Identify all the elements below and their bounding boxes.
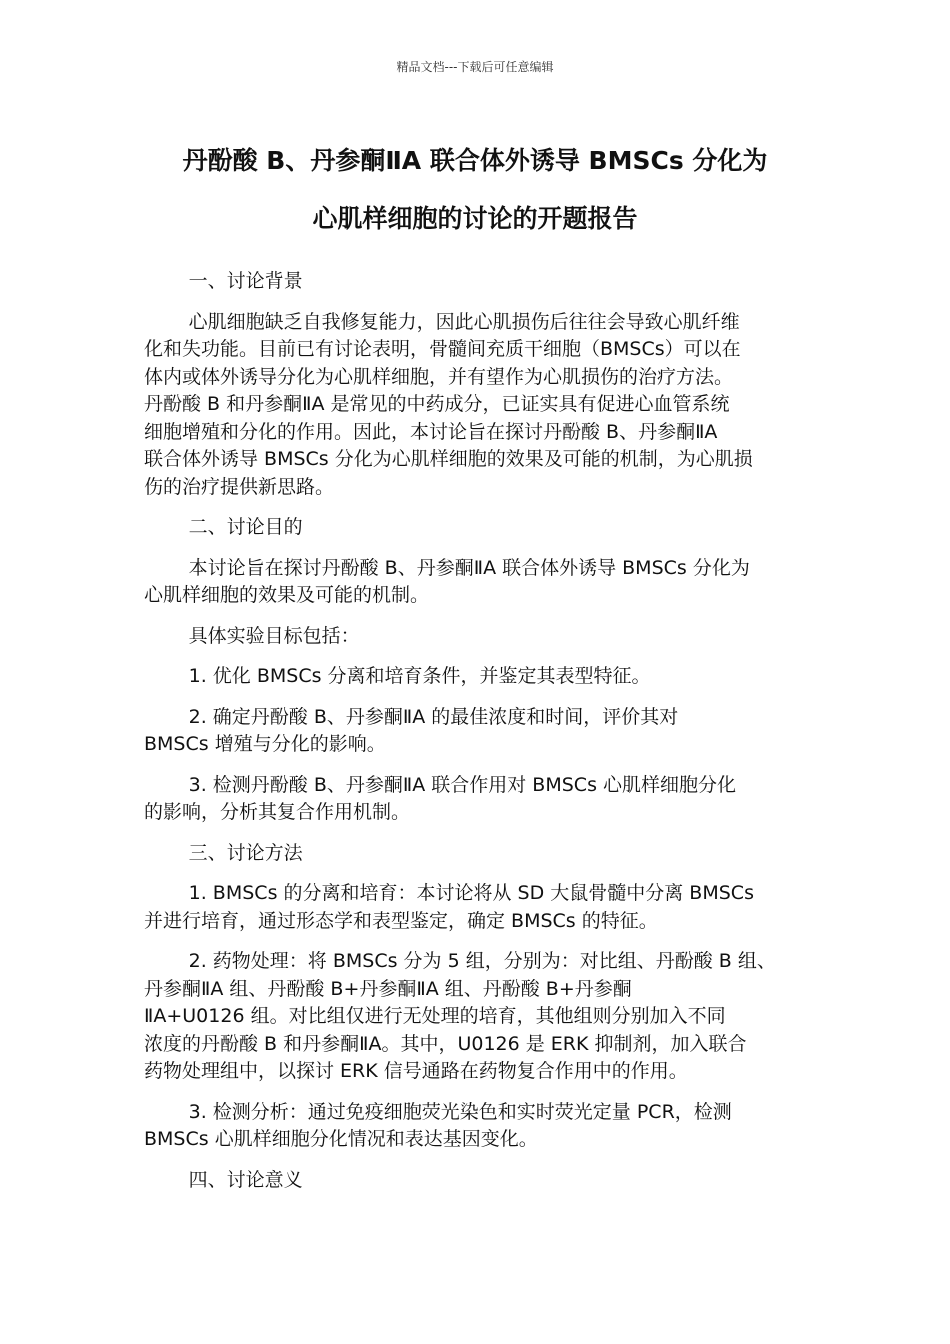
paragraph-goals-intro: 具体实验目标包括： xyxy=(188,624,360,647)
method-item-2 xyxy=(144,948,809,1086)
page-header-note: 精品文档---下载后可任意编辑 xyxy=(396,60,554,74)
text-line: 3. 检测分析：通过免疫细胞荧光染色和实时荧光定量 PCR，检测 xyxy=(188,1100,732,1123)
goal-item-1: 1. 优化 BMSCs 分离和培育条件，并鉴定其表型特征。 xyxy=(188,665,651,687)
text-line: 3. 检测丹酚酸 B、丹参酮ⅡA 联合作用对 BMSCs 心肌样细胞分化 xyxy=(188,773,737,796)
goal-item-2 xyxy=(144,704,809,759)
title-line-1: 丹酚酸 B、丹参酮ⅡA 联合体外诱导 BMSCs 分化为 xyxy=(182,146,768,175)
section-heading-significance: 四、讨论意义 xyxy=(188,1168,303,1191)
text-line: 联合体外诱导 BMSCs 分化为心肌样细胞的效果及可能的机制，为心肌损 xyxy=(144,448,753,470)
text-line: 浓度的丹酚酸 B 和丹参酮ⅡA。其中，U0126 是 ERK 抑制剂，加入联合 xyxy=(144,1032,747,1055)
method-item-3 xyxy=(144,1099,809,1154)
text-line: 药物处理组中，以探讨 ERK 信号通路在药物复合作用中的作用。 xyxy=(144,1060,688,1082)
text-line: 心肌细胞缺乏自我修复能力，因此心肌损伤后往往会导致心肌纤维 xyxy=(188,310,740,333)
text-line: 体内或体外诱导分化为心肌样细胞，并有望作为心肌损伤的治疗方法。 xyxy=(144,365,734,388)
text-line: 2. 药物处理：将 BMSCs 分为 5 组，分别为：对比组、丹酚酸 B 组、 xyxy=(188,950,776,972)
document-title xyxy=(120,132,830,248)
text-line: ⅡA+U0126 组。对比组仅进行无处理的培育，其他组则分别加入不同 xyxy=(144,1005,726,1027)
title-line-2: 心肌样细胞的讨论的开题报告 xyxy=(312,204,638,233)
paragraph-background xyxy=(144,309,809,502)
text-line: BMSCs 心肌样细胞分化情况和表达基因变化。 xyxy=(144,1128,538,1150)
text-line: BMSCs 增殖与分化的影响。 xyxy=(144,733,386,755)
text-line: 丹酚酸 B 和丹参酮ⅡA 是常见的中药成分，已证实具有促进心血管系统 xyxy=(144,393,730,415)
method-item-1 xyxy=(144,880,809,935)
paragraph-purpose xyxy=(144,555,809,610)
document-body xyxy=(144,268,809,1207)
text-line: 伤的治疗提供新思路。 xyxy=(144,475,335,498)
text-line: 本讨论旨在探讨丹酚酸 B、丹参酮ⅡA 联合体外诱导 BMSCs 分化为 xyxy=(188,556,750,579)
text-line: 2. 确定丹酚酸 B、丹参酮ⅡA 的最佳浓度和时间，评价其对 xyxy=(188,705,679,728)
goal-item-3 xyxy=(144,772,809,827)
text-line: 1. BMSCs 的分离和培育：本讨论将从 SD 大鼠骨髓中分离 BMSCs xyxy=(188,882,754,904)
text-line: 化和失功能。目前已有讨论表明，骨髓间充质干细胞（BMSCs）可以在 xyxy=(144,338,741,360)
text-line: 细胞增殖和分化的作用。因此，本讨论旨在探讨丹酚酸 B、丹参酮ⅡA xyxy=(144,420,718,443)
text-line: 心肌样细胞的效果及可能的机制。 xyxy=(144,584,430,606)
section-heading-background: 一、讨论背景 xyxy=(188,270,303,292)
section-heading-methods: 三、讨论方法 xyxy=(188,841,303,864)
section-heading-purpose: 二、讨论目的 xyxy=(188,516,303,538)
text-line: 丹参酮ⅡA 组、丹酚酸 B+丹参酮ⅡA 组、丹酚酸 B+丹参酮 xyxy=(144,977,632,1000)
text-line: 并进行培育，通过形态学和表型鉴定，确定 BMSCs 的特征。 xyxy=(144,909,658,932)
text-line: 的影响，分析其复合作用机制。 xyxy=(144,801,411,823)
